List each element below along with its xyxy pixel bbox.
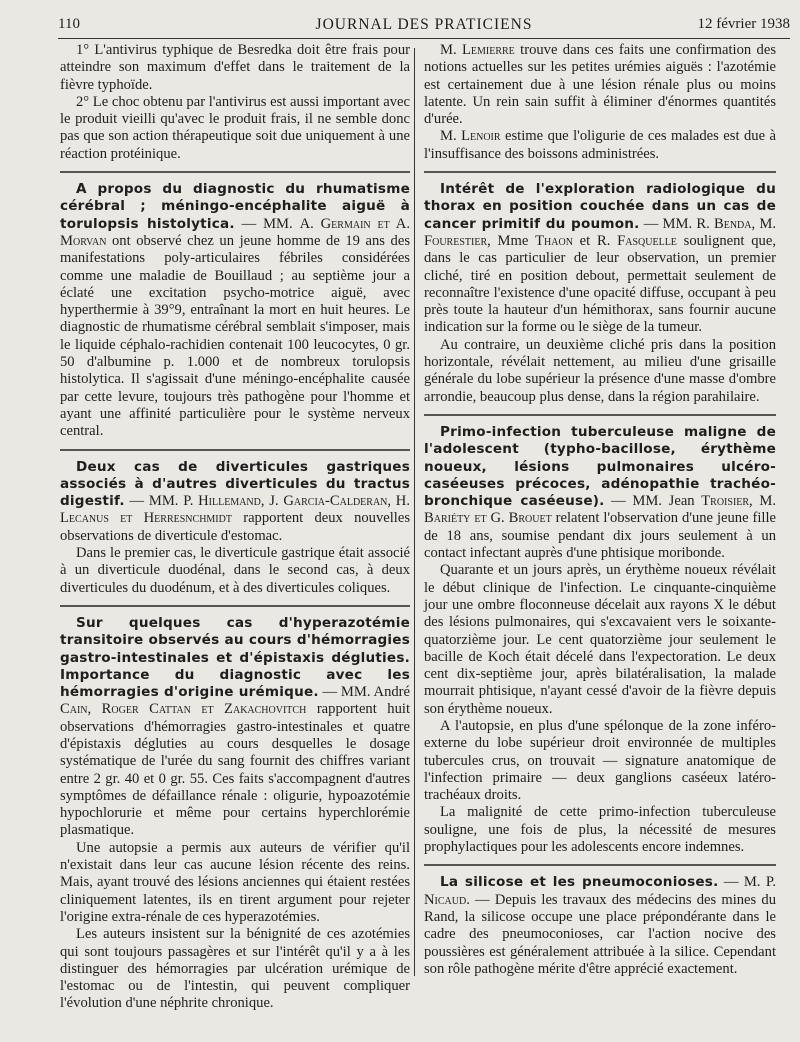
column-divider (414, 48, 415, 976)
article-1-paragraph-1 (60, 181, 410, 440)
article-5-paragraph-3: A l'autopsie, en plus d'une spélonque de la zone inféro-externe du lobe supérieur droit environnée de multiples tubercules crus, on trouvait — signature anatomique de l'infection primaire — deux ganglions caséeux latéro-trachéaux droits. (424, 717, 776, 804)
article-1-title: A propos du diagnostic du rhumatisme cérébral ; méningo-encéphalite aiguë à torulopsis histolytica. (60, 181, 410, 232)
article-3-text: rapportent huit observations d'hémorragies gastro-intestinales et quatre d'épistaxis dégluties au cours desquelles le dosage systématique de l'urée du sang fournit des chiffres variant entre 2 gr. 40 et 0 gr. 55. Ces faits s'accompagnent d'autres symptômes de défaillance rénale : oligurie, hypoazotémie hypochlorurie et même pour certains hyperchlorémie plasmatique. (60, 701, 410, 839)
article-3-paragraph-3: Les auteurs insistent sur la bénignité de ces azotémies qui sont toujours passagères et sur l'intérêt qu'il y a à les distinguer des hémorragies par ulcération urémique de l'estomac ou de l'intestin, qui peuvent compliquer l'évolution d'une néphrite chronique. (60, 926, 410, 1012)
article-4-dash: — MM. (639, 215, 697, 232)
journal-title: JOURNAL DES PRATICIENS (315, 16, 533, 33)
article-5-title: Primo-infection tuberculeuse maligne de l'adolescent (typho-bacillose, érythème noueux, lésions pulmonaires ulcéro-caséeuses précoces, adénopathie trachéo-bronchique caséeuse). (424, 423, 776, 510)
article-6-text: . — Depuis les travaux des médecins des mines du Rand, la silicose occupe une place prépondérante dans le cadre des pneumoconioses, car l'action nocive des poussières est généralement attribuée à la silice. Cependant son rôle pathogène mérite d'être apprécié exactement. (424, 891, 776, 977)
article-4-text: soulignent que, dans le cas particulier de leur observation, un premier cliché, tiré en position debout, permettait seulement de reconnaître l'existence d'une opacité diffuse, occupant à peu près toute la hauteur d'un hémithorax, sans fournir aucune indication sur la forme ou le siège de la tumeur. (424, 232, 776, 336)
article-5-authors: Troisier, M. Bariéty et G. Brouet (424, 493, 776, 527)
article-separator (424, 864, 776, 866)
article-1-authors: A. Germain et A. Morvan (60, 215, 410, 249)
article-separator (60, 171, 410, 173)
article-4-title: Intérêt de l'exploration radiologique du thorax en position couchée dans un cas de cancer primitif du poumon. (424, 181, 776, 232)
article-6-paragraph-1 (424, 874, 776, 978)
article-2-paragraph-2: Dans le premier cas, le diverticule gastrique était associé à un diverticule duodénal, dans le second cas, à deux diverticules du duodénum, et à des diverticules coliques. (60, 545, 410, 596)
article-5-dash: — MM. Jean (604, 493, 702, 510)
article-separator (60, 449, 410, 451)
article-5-paragraph-2: Quarante et un jours après, un érythème noueux révélait le début clinique de l'infection. Le cinquante-cinquième jour une ombre floconneuse décelait aux rayons X le début des lésions pulmonaires, qui s'excavaient vers le soixante-quatorzième jour. Le cent quatorzième jour seulement le bacille de Koch était décelé dans l'expectoration. Le deux cent dix-septième jour, après bilatéralisation, la malade mourrait phtisique, n'ayant cessé d'avoir de la fièvre depuis son érythème noueux. (424, 562, 776, 717)
article-3-authors: Cain, Roger Cattan et Zakachovitch (60, 701, 307, 718)
article-6-title: La silicose et les pneumoconioses. (440, 874, 719, 891)
article-separator (60, 605, 410, 607)
right-column (424, 42, 776, 978)
article-separator (424, 414, 776, 416)
article-3-dash: — MM. André (318, 684, 410, 701)
comment-paragraph-2 (424, 128, 776, 163)
comment-1-prefix: M. (440, 42, 462, 58)
article-5-paragraph-4: La malignité de cette primo-infection tuberculeuse souligne, une fois de plus, la nécessité de mesures prophylactiques pour les adolescents encore indemnes. (424, 804, 776, 856)
article-2-text: rapportent deux nouvelles observations de diverticule d'estomac. (60, 510, 410, 544)
page-number: 110 (58, 16, 80, 32)
article-5-text: relatent l'observation d'une jeune fille de 18 ans, soumise pendant dix jours seulement à un contact infectant auprès d'une phtisique moribonde. (424, 510, 777, 562)
intro-paragraph-1: 1° L'antivirus typhique de Besredka doit être frais pour atteindre son maximum d'effet dans le traitement de la fièvre typhoïde. (60, 42, 410, 93)
article-4-mid-1: , Mme (487, 232, 536, 249)
article-3-paragraph-1 (60, 615, 410, 840)
article-2-title: Deux cas de diverticules gastriques associés à d'autres diverticules du tractus digestif. (60, 458, 410, 510)
article-4-author-3: Fasquelle (617, 232, 677, 249)
intro-paragraph-2: 2° Le choc obtenu par l'antivirus est aussi important avec le produit vieilli qu'avec le produit frais, il ne semble donc pas que son action thérapeutique soit due uniquement à une réaction protéinique. (60, 93, 410, 162)
comment-1-author: Lemierre (461, 42, 515, 58)
page-header (58, 16, 790, 38)
article-6-dash: — M. P. (718, 874, 776, 891)
comment-2-author: Lenoir (461, 128, 501, 145)
article-3-title: Sur quelques cas d'hyperazotémie transitoire observés au cours d'hémorragies gastro-intestinales et d'épistaxis dégluties. Importance du diagnostic avec les hémorragies d'origine urémique. (60, 614, 410, 701)
article-2-authors: Hillemand, J. Garcia-Calderan, H. Lecanus et Herresnchmidt (60, 493, 410, 527)
comment-1-text: trouve dans ces faits une confirmation des notions actuelles sur les petites urémies aiguës : l'azotémie est certainement due à une lésion rénale plus ou moins latente. Un rein sain suffit à éliminer d'énormes quantités d'urée. (424, 42, 776, 128)
article-4-authors: R. Benda, M. Fourestier (424, 215, 777, 249)
article-separator (424, 171, 776, 173)
comment-paragraph-1 (424, 42, 776, 128)
article-2-dash: — MM. P. (124, 493, 199, 510)
article-2-paragraph-1 (60, 459, 410, 545)
left-column (60, 42, 410, 1013)
header-rule (58, 38, 790, 39)
article-3-paragraph-2: Une autopsie a permis aux auteurs de vérifier qu'il n'existait dans leur cas aucune lésion récente des reins. Mais, ayant trouvé des lésions anciennes qui étaient restées cliniquement latentes, ils en tirent argument pour rejeter l'origine extra-rénale de ces hyperazotémies. (60, 839, 410, 925)
comment-2-prefix: M. (440, 128, 462, 145)
article-1-text: ont observé chez un jeune homme de 19 ans des manifestations poly-articulaires fébriles considérées comme une maladie de Bouillaud ; au septième jour a éclaté une excitation psycho-motrice aiguë, avec hyperthermie à 39°9, entraînant la mort en huit heures. Le diagnostic de rhumatisme cérébral semblait s'imposer, mais le liquide céphalo-rachidien contenait 100 leucocytes, 0 gr. 50 d'albumine p. 1.000 et de nombreux torulopsis histolytica. Il s'agissait d'une méningo-encéphalite causée par cette levure, toujours très pathogène pour l'homme et ayant une affinité particulière pour le système nerveux central. (60, 232, 410, 440)
article-1-dash: — MM. (234, 215, 300, 232)
article-4-mid-2: et R. (572, 232, 618, 249)
article-4-paragraph-1 (424, 181, 776, 337)
article-4-author-2: Thaon (535, 232, 573, 249)
article-6-authors: Nicaud (424, 891, 467, 908)
article-4-paragraph-2: Au contraire, un deuxième cliché pris dans la position horizontale, révélait nettement, au milieu d'une grisaille générale du lobe supérieur la présence d'une masse d'ombre arrondie, beaucoup plus dense, dans la région parahilaire. (424, 336, 776, 405)
article-5-paragraph-1 (424, 424, 776, 562)
issue-date: 12 février 1938 (697, 16, 790, 32)
comment-2-text: estime que l'oligurie de ces malades est due à l'insuffisance des boissons administrées. (424, 128, 776, 162)
